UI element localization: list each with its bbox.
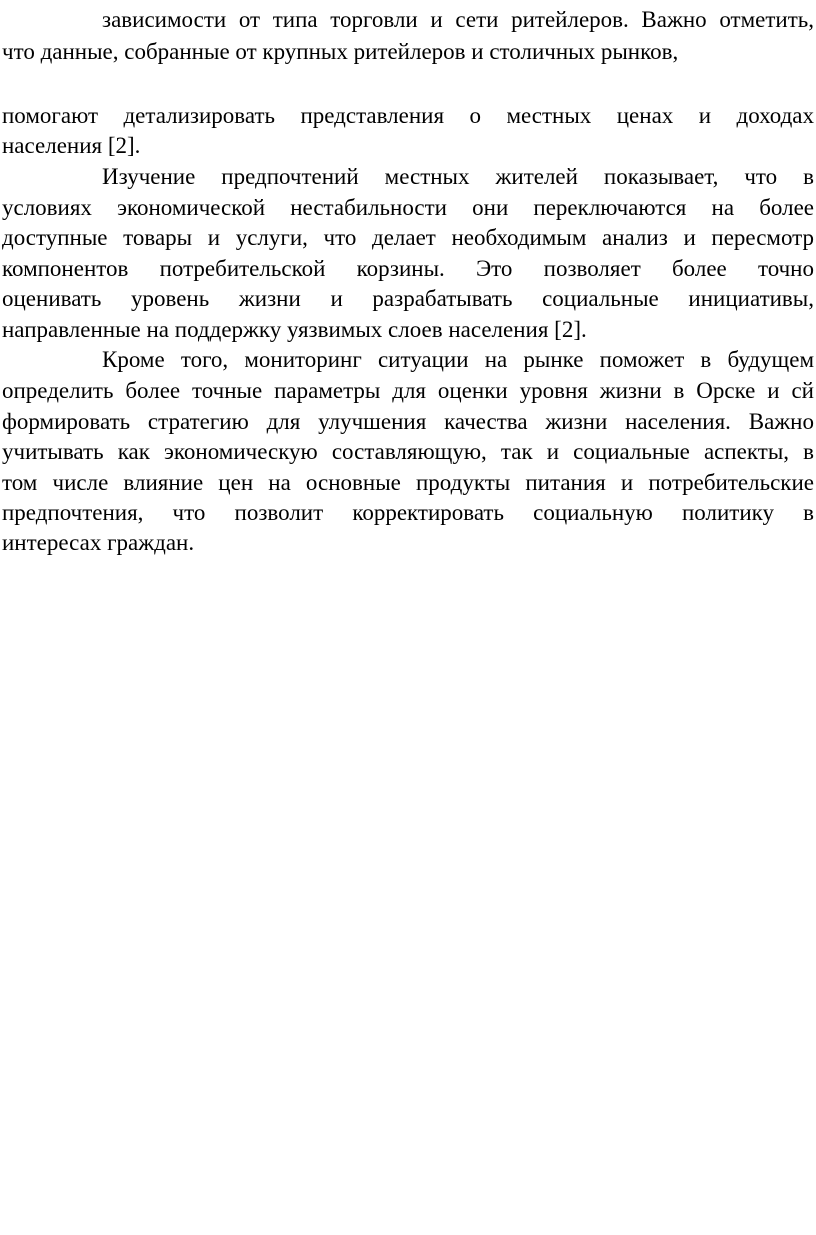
text-line: направленные на поддержку уязвимых слоев населения [2].	[2, 317, 587, 342]
text-line: зависимости от типа торговли и сети ритейлеров. Важно отметить,	[102, 7, 814, 32]
text-line: оценивать уровень жизни и разрабатывать социальные инициативы,	[2, 286, 814, 311]
text-line: Кроме того, мониторинг ситуации на рынке поможет в будущем	[102, 347, 814, 372]
text-line: учитывать как экономическую составляющую, так и социальные аспекты, в	[2, 439, 814, 464]
text-line: том числе влияние цен на основные продукты питания и потребительские	[2, 470, 814, 495]
text-line: компонентов потребительской корзины. Это позволяет более точно	[2, 256, 814, 281]
text-line: формировать стратегию для улучшения качества жизни населения. Важно	[2, 409, 814, 434]
text-line: что данные, собранные от крупных ритейлеров и столичных рынков,	[2, 39, 679, 64]
text-line: помогают детализировать представления о местных ценах и доходах	[2, 103, 814, 128]
text-line: интересах граждан.	[2, 530, 195, 555]
text-line: доступные товары и услуги, что делает необходимым анализ и пересмотр	[2, 225, 814, 250]
text-line: предпочтения, что позволит корректировать социальную политику в	[2, 500, 814, 525]
text-line: Изучение предпочтений местных жителей показывает, что в	[102, 164, 814, 189]
text-line: определить более точные параметры для оценки уровня жизни в Орске и сй	[2, 378, 814, 403]
text-line: условиях экономической нестабильности они переключаются на более	[2, 195, 814, 220]
text-line: населения [2].	[2, 133, 141, 158]
